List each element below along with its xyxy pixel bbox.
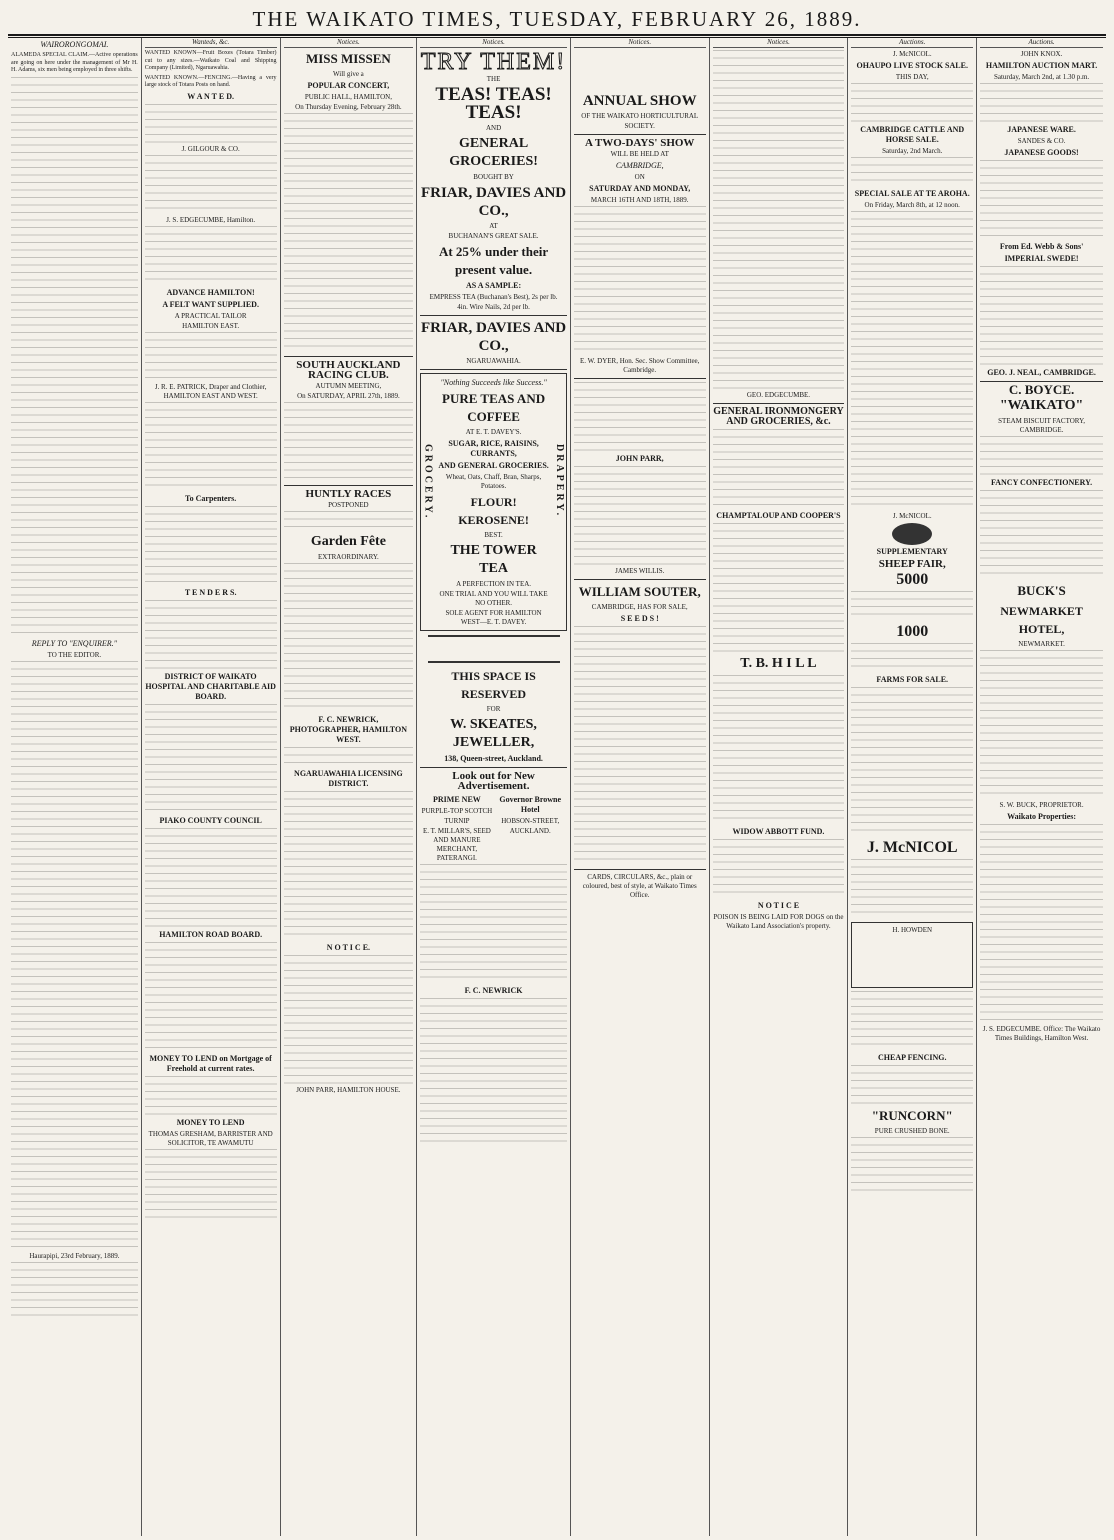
ad-subheading: HAMILTON EAST. [182, 321, 240, 330]
ad-heading: ADVANCE HAMILTON! [166, 287, 255, 297]
ad-heading: T. B. H I L L [740, 656, 817, 671]
ad-subheading: CAMBRIDGE, HAS FOR SALE, [591, 603, 688, 611]
ad-heading: C. BOYCE. [1008, 382, 1075, 397]
ad-subheading: PUBLIC HALL, HAMILTON, [304, 93, 392, 101]
ad-subheading: ONE TRIAL AND YOU WILL TAKE NO OTHER. [439, 590, 548, 607]
ad-subheading: THIS DAY, [895, 73, 929, 81]
ad-heading: HUNTLY RACES [305, 488, 392, 500]
divider [713, 403, 845, 404]
ad-heading: IMPERIAL SWEDE! [1004, 254, 1079, 263]
ad-heading: S E E D S ! [620, 614, 659, 623]
ad-heading: 138, Queen-street, Auckland. [444, 754, 543, 763]
ad-heading: JAPANESE GOODS! [1004, 148, 1079, 157]
ad-heading: F. C. NEWRICK, PHOTOGRAPHER, HAMILTON WEST. [289, 715, 407, 744]
body-text-block [11, 77, 138, 637]
body-text-block [851, 991, 973, 1051]
ad-subheading: AND [485, 124, 502, 132]
two-ad-row [420, 793, 567, 864]
body-text-block [145, 226, 277, 286]
ad-subheading: Wheat, Oats, Chaff, Bran, Sharps, Potatoes. [445, 473, 542, 490]
ad-subheading: POSTPONED [328, 501, 369, 509]
ad-subheading: NEWMARKET. [1018, 640, 1065, 648]
divider [420, 315, 567, 316]
ad-subheading: AT E. T. DAVEY'S. [465, 428, 522, 436]
column-header: Auctions. [980, 38, 1103, 48]
ad-subheading: On SATURDAY, APRIL 27th, 1889. [297, 392, 400, 400]
body-text-block [851, 1137, 973, 1197]
ad-signature: J. McNICOL. [892, 512, 932, 520]
body-text-block [574, 466, 706, 566]
ad-subheading: BUCHANAN'S GREAT SALE. [448, 232, 539, 240]
ad-subheading: EMPRESS TEA (Buchanan's Best), 2s per lb. [429, 293, 558, 301]
body-text-block [851, 1065, 973, 1105]
column-news [8, 38, 142, 1536]
ad-subheading: SOCIETY. [624, 122, 655, 130]
ad-heading: JAPANESE WARE. [1007, 125, 1076, 134]
ad-subheading: A PRACTICAL TAILOR [174, 311, 247, 320]
body-text-block [145, 402, 277, 492]
ad-heading: GENERAL GROCERIES! [449, 136, 538, 169]
body-text-block [574, 206, 706, 356]
body-text-block [145, 942, 277, 1052]
ad-heading: 1000 [896, 623, 929, 640]
ad-heading: SUPPLEMENTARY [876, 547, 948, 556]
ad-heading: OHAUPO LIVE STOCK SALE. [856, 61, 968, 70]
ad-heading: A TWO-DAYS' SHOW [585, 137, 695, 149]
ad-heading: "Nothing Succeeds like Success." [440, 378, 547, 387]
ad-subheading: E. T. MILLAR'S, SEED AND MANURE MERCHANT, PATERANGI. [422, 827, 491, 862]
ad-heading: MISS MISSEN [305, 51, 391, 66]
ad-subheading: On Thursday Evening, February 28th. [295, 103, 402, 111]
ad-heading: T E N D E R S. [184, 587, 237, 597]
tower-tea-ad [420, 373, 567, 631]
body-text-block [713, 523, 845, 653]
body-text-block [851, 643, 973, 673]
ad-heading: PURE TEAS AND COFFEE [442, 391, 546, 424]
body-text-block [145, 828, 277, 928]
ad-heading: SUGAR, RICE, RAISINS, CURRANTS, [448, 439, 539, 458]
ad-subheading: OF THE WAIKATO HORTICULTURAL [581, 112, 699, 120]
body-text-block [980, 160, 1103, 240]
ad-subheading: CARDS, CIRCULARS, &c., plain or coloured, best of style, at Waikato Times Office. [582, 873, 697, 899]
body-text-block [145, 104, 277, 144]
body-text-block [980, 83, 1103, 123]
ad-heading: GEO. J. NEAL, CAMBRIDGE. [987, 368, 1096, 377]
divider [284, 485, 414, 486]
ad-heading: N O T I C E. [326, 943, 371, 952]
ad-heading: 5000 [896, 571, 929, 588]
ad-signature: E. W. DYER, Hon. Sec. Show Committee, Cambridge. [580, 357, 700, 374]
body-text-block [980, 490, 1103, 580]
ad-subheading: THE [486, 75, 501, 83]
ad-subheading: Saturday, 2nd March. [882, 147, 943, 155]
column-header: Notices. [713, 38, 845, 48]
body-text-block [145, 1149, 277, 1219]
ad-signature: JAMES WILLIS. [615, 567, 665, 575]
ad-heading: NEWMARKET HOTEL, [1000, 604, 1083, 636]
ad-subheading: Saturday, March 2nd, at 1.30 p.m. [993, 73, 1090, 81]
ad-heading: "WAIKATO" [999, 398, 1084, 413]
ad-signature: J. R. E. PATRICK, Draper and Clothier, HAMILTON EAST AND WEST. [154, 382, 267, 400]
body-text-block [851, 157, 973, 187]
ad-heading: THIS SPACE IS RESERVED [451, 669, 536, 701]
ad-heading: SATURDAY AND MONDAY, [589, 184, 691, 193]
divider [420, 767, 567, 768]
subheading: TO THE EDITOR. [47, 650, 102, 659]
body-text-block [713, 429, 845, 509]
news-paragraph: ALAMEDA SPECIAL CLAIM.—Active operations are going on here under the management of Mr H. H. Adams, six men being employed in three shifts. [11, 52, 138, 74]
jewellery-illustration [428, 635, 560, 663]
ad-heading: SHEEP FAIR, [878, 558, 946, 570]
ad-subheading: TURNIP [444, 817, 470, 825]
ad-heading: THE TOWER TEA [450, 543, 537, 576]
ad-heading: MONEY TO LEND [176, 1117, 245, 1127]
ad-signature: S. W. BUCK, PROPRIETOR. [999, 801, 1084, 809]
ad-subheading: AUCKLAND. [509, 827, 551, 835]
ad-heading: AND GENERAL GROCERIES. [438, 461, 549, 470]
ad-heading: N O T I C E [757, 901, 800, 910]
ad-heading: DISTRICT OF WAIKATO HOSPITAL AND CHARITABLE AID BOARD. [145, 671, 276, 701]
hotel-ad [494, 793, 567, 864]
body-text-block [11, 661, 138, 1251]
body-text-block [713, 675, 845, 825]
ad-heading: From Ed. Webb & Sons' [999, 242, 1084, 251]
columns [8, 38, 1106, 1536]
divider [574, 134, 706, 135]
column-wanted [142, 38, 281, 1536]
ad-heading: WIDOW ABBOTT FUND. [732, 827, 825, 836]
ad-heading: FLOUR! KEROSENE! [458, 495, 529, 527]
ad-subheading: J. McNICOL. [892, 50, 932, 58]
ad-heading: SOUTH AUCKLAND RACING CLUB. [296, 359, 401, 381]
body-text-block [851, 859, 973, 919]
ad-heading: CHEAP FENCING. [878, 1053, 947, 1062]
ad-heading: Garden Fête [310, 534, 386, 549]
ad-heading: At 25% under their present value. [438, 244, 549, 277]
ad-signature: J. S. EDGECUMBE. Office: The Waikato Times Buildings, Hamilton West. [982, 1025, 1101, 1042]
ad-subheading: PURE CRUSHED BONE. [874, 1127, 950, 1135]
ad-heading: WILLIAM SOUTER, [578, 584, 701, 599]
ad-heading: FANCY CONFECTIONERY. [990, 478, 1093, 487]
body-text-block [11, 1262, 138, 1322]
race-list [284, 402, 414, 482]
ad-heading: NGARUAWAHIA LICENSING DISTRICT. [294, 769, 403, 788]
body-text-block [145, 1076, 277, 1116]
body-text-block [284, 955, 414, 1085]
ad-heading: ANNUAL SHOW [582, 93, 697, 109]
column-auctions-1 [848, 38, 977, 1536]
body-text-block [851, 83, 973, 123]
ad-heading [420, 50, 567, 74]
body-text-block [145, 704, 277, 814]
ad-heading: "RUNCORN" [871, 1108, 953, 1123]
ad-heading: Waikato Properties: [1007, 812, 1077, 821]
column-notices-3 [571, 38, 710, 1536]
ad-heading: Governor Browne Hotel [499, 795, 562, 814]
divider [574, 579, 706, 580]
ad-subheading: On Friday, March 8th, at 12 noon. [864, 201, 960, 209]
ad-subheading: HOBSON-STREET, [501, 817, 560, 825]
divider [574, 378, 706, 379]
ad-heading: W A N T E D. [187, 91, 234, 101]
ad-heading: POPULAR CONCERT, [307, 81, 390, 90]
body-text-block [851, 591, 973, 621]
section-heading: REPLY TO "ENQUIRER." [31, 638, 118, 648]
ad-subheading: POISON IS BEING LAID FOR DOGS on the Waikato Land Association's property. [713, 913, 844, 930]
outline-heading: TRY THEM! [420, 49, 567, 75]
ad-subheading: 4in. Wire Nails, 2d per lb. [457, 303, 530, 311]
body-text-block [574, 382, 706, 452]
ad-heading: FRIAR, DAVIES AND CO., [420, 320, 567, 354]
seed-list [574, 626, 706, 866]
ad-subheading: THOMAS GRESHAM, BARRISTER AND SOLICITOR, TE AWAMUTU [148, 1129, 273, 1147]
column-header: Notices. [574, 38, 706, 48]
ad-subheading: EXTRAORDINARY. [318, 553, 379, 561]
page-masthead: THE WAIKATO TIMES, TUESDAY, FEBRUARY 26, 1889. [252, 7, 862, 31]
ad-heading: CHAMPTALOUP AND COOPER'S [716, 511, 841, 520]
ad-heading: FARMS FOR SALE. [876, 675, 949, 684]
ad-subheading: AUTUMN MEETING, [315, 382, 382, 390]
signature: Haurapipi, 23rd February, 1889. [29, 1251, 120, 1260]
ad-subheading: PURPLE-TOP SCOTCH [421, 807, 493, 815]
ad-subheading: Will give a [332, 70, 364, 78]
ad-heading: PIAKO COUNTY COUNCIL [159, 815, 262, 825]
ad-subheading: FOR [486, 705, 501, 713]
ad-subheading: AT [489, 222, 498, 230]
body-text-block [284, 747, 414, 767]
column-header: Auctions. [851, 38, 973, 48]
property-list [980, 824, 1103, 1024]
ad-text: WANTED KNOWN—Fruit Boxes (Totara Timber) cut to any sizes.—Waikato Coal and Shipping Company (Limited), Ngaruawahia. [144, 50, 277, 72]
ad-signature: J. S. EDGECUMBE, Hamilton. [166, 215, 256, 224]
ad-subheading: ON [634, 173, 645, 181]
vertical-label: GROCERY. [422, 444, 434, 521]
ad-heading: CAMBRIDGE CATTLE AND HORSE SALE. [860, 125, 965, 144]
vertical-label: DRAPERY. [553, 444, 565, 519]
body-text-block [284, 791, 414, 941]
body-text-block [284, 511, 414, 531]
column-header: Notices. [284, 38, 414, 48]
body-text-block [851, 687, 973, 837]
body-text-block [980, 436, 1103, 476]
ad-heading: J. McNICOL [866, 839, 958, 856]
ad-heading: JOHN PARR, [615, 454, 664, 463]
ad-heading: BUCK'S [1017, 583, 1066, 598]
ad-subheading: A PERFECTION IN TEA. [456, 580, 532, 588]
ad-heading: A FELT WANT SUPPLIED. [162, 299, 259, 309]
ad-heading: PRIME NEW [433, 795, 481, 804]
ad-signature: GEO. EDGECUMBE. [746, 391, 811, 399]
column-notices-1 [281, 38, 418, 1536]
ad-subheading: STEAM BISCUIT FACTORY, CAMBRIDGE. [998, 417, 1085, 434]
ad-heading: W. SKEATES, JEWELLER, [450, 717, 537, 750]
ad-heading: CAMBRIDGE, [615, 161, 664, 170]
sheep-illustration [892, 523, 932, 545]
ad-signature: JOHN PARR, HAMILTON HOUSE. [296, 1086, 401, 1094]
body-text-block [713, 50, 845, 390]
ad-subheading: JOHN KNOX. [1020, 50, 1063, 58]
ad-heading: FRIAR, DAVIES AND CO., [420, 185, 567, 219]
ad-heading: HAMILTON ROAD BOARD. [159, 929, 263, 939]
ad-heading: MONEY TO LEND on Mortgage of Freehold at current rates. [149, 1053, 272, 1073]
section-heading: WAIRORONGOMAI. [40, 40, 109, 49]
body-text-block [145, 600, 277, 670]
programme-list [284, 113, 414, 353]
ad-heading: To Carpenters. [185, 493, 237, 503]
divider [284, 356, 414, 357]
column-auctions-2 [977, 38, 1106, 1536]
ad-heading: H. HOWDEN [892, 926, 933, 934]
ad-subheading: BEST. [484, 531, 503, 539]
ad-heading: SPECIAL SALE AT TE AROHA. [854, 189, 970, 198]
ad-signature: J. GILGOUR & CO. [181, 144, 240, 153]
ad-heading: F. C. NEWRICK [464, 986, 523, 995]
ad-heading: AS A SAMPLE: [466, 281, 522, 290]
column-header: Notices. [420, 38, 567, 48]
ad-subheading: SOLE AGENT FOR HAMILTON WEST—E. T. DAVEY. [445, 609, 542, 626]
divider [420, 369, 567, 370]
body-text-block [420, 998, 567, 1148]
ad-heading: TEAS! TEAS! TEAS! [435, 84, 552, 123]
body-text-block [145, 155, 277, 215]
ad-subheading: WILL BE HELD AT [610, 150, 669, 158]
ad-heading: HAMILTON AUCTION MART. [985, 61, 1098, 70]
ad-subheading: BOUGHT BY [473, 173, 514, 181]
furniture-list [851, 211, 973, 511]
ad-heading: GENERAL IRONMONGERY AND GROCERIES, &c. [713, 406, 844, 427]
body-text-block [420, 864, 567, 984]
ad-subheading: NGARUAWAHIA. [466, 357, 521, 365]
ad-text: WANTED KNOWN.—FENCING.—Having a very large stock of Totara Posts on hand. [144, 74, 277, 89]
ad-heading: Look out for New Advertisement. [452, 770, 535, 792]
body-text-block [145, 332, 277, 382]
howden-watchmaker-ad [851, 922, 973, 988]
divider [574, 869, 706, 870]
body-text-block [145, 506, 277, 586]
ad-subheading: MARCH 16TH AND 18TH, 1889. [590, 196, 689, 204]
body-text-block [713, 839, 845, 899]
body-text-block [284, 563, 414, 713]
body-text-block [980, 266, 1103, 366]
column-header: Wanteds, &c. [145, 38, 277, 48]
turnip-ad [420, 793, 493, 864]
column-notices-2 [417, 38, 571, 1536]
column-notices-4 [710, 38, 849, 1536]
ad-subheading: SANDES & CO. [1017, 137, 1066, 145]
body-text-block [980, 650, 1103, 800]
